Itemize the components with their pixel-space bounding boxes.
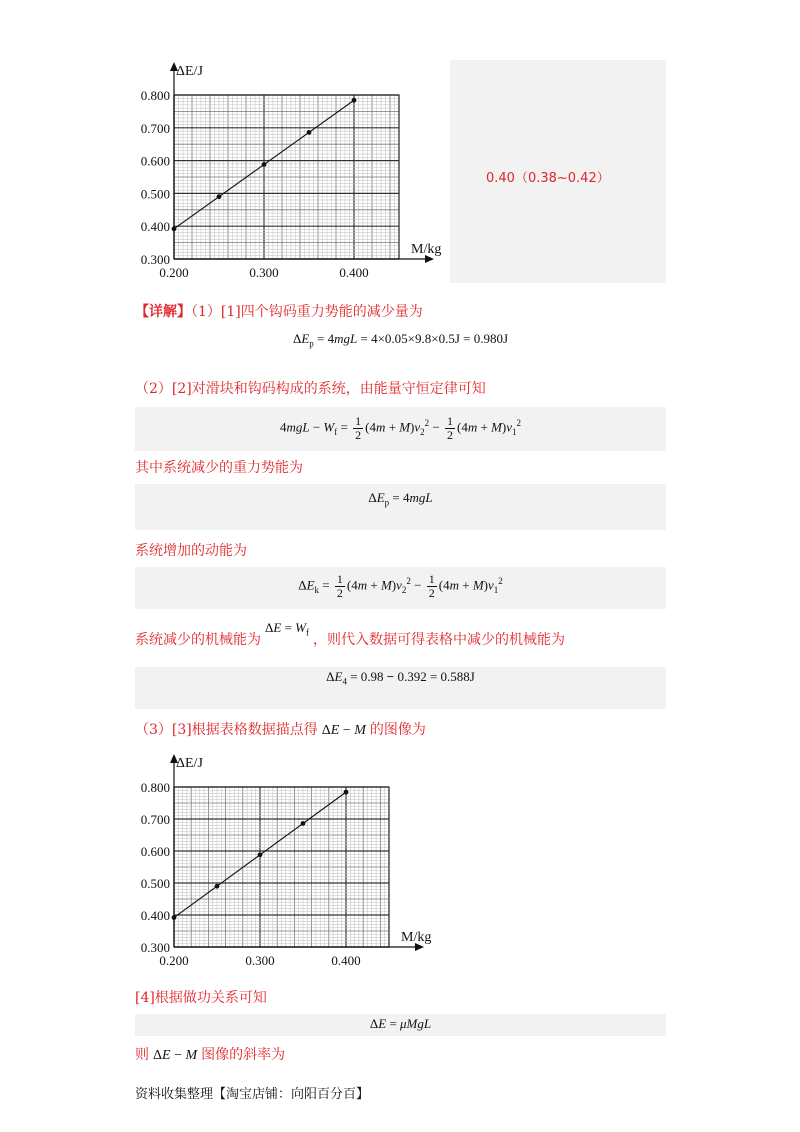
x-tick-label: 0.400 — [331, 953, 361, 968]
text-3: 其中系统减少的重力势能为 — [135, 460, 303, 476]
x-tick-label: 0.200 — [159, 265, 189, 280]
footer-text: 资料收集整理【淘宝店铺：向阳百分百】 — [135, 1087, 370, 1102]
y-axis-label: ΔE/J — [176, 756, 203, 771]
y-tick-label: 0.500 — [140, 876, 170, 891]
equation-1: $\Delta E_p = 4mgL = 4\times 0.05\times 9.8\times 0.5J = 0.980J$ — [292, 331, 509, 349]
data-point — [301, 821, 306, 826]
text-4: 系统增加的动能为 — [135, 543, 247, 559]
detail-bracket: 【详解】 — [135, 304, 191, 320]
equation-4-box: $\Delta E_k$ = $\frac{1}{2}$ $(4m + M)v_2^2$ − $\frac{1}{2}$ $(4m + M)v_1^2$ — [135, 567, 666, 609]
equation-3-box: $\Delta E_p = 4mgL$ — [135, 484, 666, 530]
data-point — [258, 852, 263, 857]
y-tick-label: 0.800 — [140, 88, 170, 103]
y-tick-label: 0.300 — [140, 940, 170, 955]
answer-value: 0.40（0.38~0.42） — [486, 171, 610, 186]
x-tick-label: 0.400 — [339, 265, 369, 280]
graph-paper — [174, 787, 389, 947]
x-tick-label: 0.200 — [159, 953, 189, 968]
text-5b: ，则代入数据可得表格中减少的机械能为 — [313, 632, 566, 648]
y-tick-label: 0.700 — [140, 120, 170, 136]
data-point — [172, 915, 177, 920]
part2-text: （2）[2]对滑块和钩码构成的系统，由能量守恒定律可知 — [135, 381, 486, 397]
y-tick-label: 0.500 — [140, 186, 170, 202]
equation-2-box: $4mgL - W_f$ = $\frac{1}{2}$ $(4m + M)v_2^2$ − $\frac{1}{2}$ $(4m + M)v_1^2$ — [135, 407, 666, 451]
part3-eq: ΔE − M — [321, 723, 366, 738]
x-tick-label: 0.300 — [249, 265, 279, 280]
part4-text: [4]根据做功关系可知 — [135, 990, 267, 1006]
y-tick-label: 0.700 — [140, 812, 170, 827]
part1-text: （1）[1]四个钩码重力势能的减少量为 — [191, 304, 423, 320]
part3-a: （3）[3]根据表格数据描点得 — [135, 722, 318, 738]
x-axis-label: M/kg — [401, 930, 432, 945]
x-axis-label: M/kg — [411, 242, 442, 257]
text-7: 则 ΔE − M 图像的斜率为 — [135, 1047, 286, 1063]
text-5a: 系统减少的机械能为 — [135, 632, 261, 648]
y-tick-label: 0.600 — [140, 153, 170, 169]
y-tick-label: 0.400 — [140, 219, 170, 235]
y-tick-label: 0.600 — [140, 844, 170, 859]
equation-6-box: ΔE = μMgL — [135, 1014, 666, 1036]
data-point — [215, 884, 220, 889]
equation-5-box: $\Delta E_4 = 0.98 - 0.392 = 0.588J$ — [135, 667, 666, 709]
data-point — [344, 790, 349, 795]
x-tick-label: 0.300 — [245, 953, 275, 968]
part3-b: 的图像为 — [369, 722, 426, 738]
y-axis-label: ΔE/J — [176, 64, 203, 79]
text-7b: 图像的斜率为 — [201, 1047, 286, 1063]
text-7a: 则 — [135, 1047, 149, 1063]
y-tick-label: 0.800 — [140, 780, 170, 795]
y-tick-label: 0.400 — [140, 908, 170, 923]
text-5: 系统减少的机械能为$\Delta E = W_f$ ，则代入数据可得表格中减少的机械能为 — [135, 620, 566, 648]
y-tick-label: 0.300 — [140, 252, 170, 267]
